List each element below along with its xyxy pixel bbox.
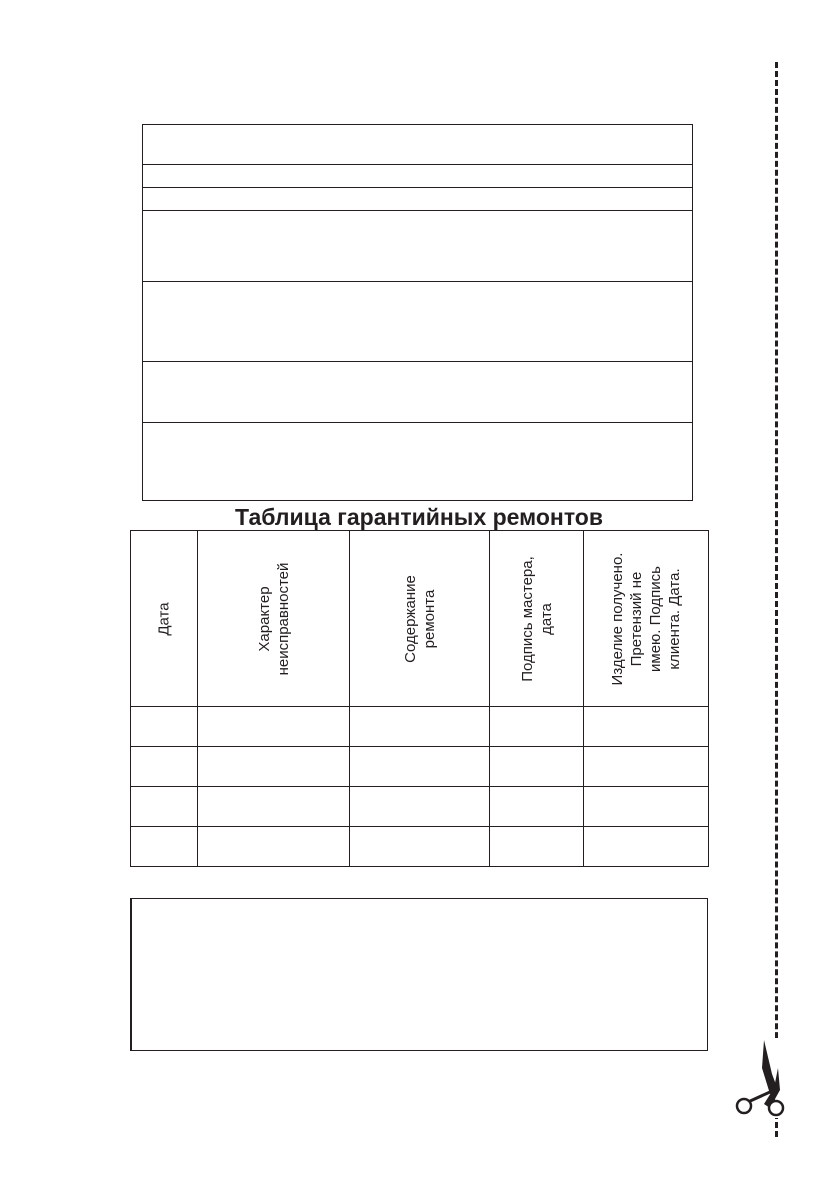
table-cell[interactable] xyxy=(490,707,584,747)
table-cell[interactable] xyxy=(490,827,584,867)
column-header-client-confirmation xyxy=(584,531,709,707)
table-cell[interactable] xyxy=(131,747,198,787)
table-header-row xyxy=(131,531,709,707)
column-header-date xyxy=(131,531,198,707)
form-field-row[interactable] xyxy=(143,282,692,362)
table-cell[interactable] xyxy=(350,827,490,867)
table-row xyxy=(131,747,709,787)
dashed-cut-line xyxy=(775,62,778,1137)
column-header-master-signature xyxy=(490,531,584,707)
table-cell[interactable] xyxy=(350,707,490,747)
table-cell[interactable] xyxy=(198,827,350,867)
warranty-form-box xyxy=(142,124,693,501)
form-field-row[interactable] xyxy=(143,211,692,282)
table-cell[interactable] xyxy=(131,707,198,747)
table-cell[interactable] xyxy=(490,747,584,787)
column-header-label: Характер неисправностей xyxy=(255,562,292,675)
form-field-row[interactable] xyxy=(143,362,692,423)
table-cell[interactable] xyxy=(198,707,350,747)
table-cell[interactable] xyxy=(490,787,584,827)
table-row xyxy=(131,707,709,747)
table-cell[interactable] xyxy=(198,787,350,827)
column-header-label: Дата xyxy=(155,601,173,636)
table-cell[interactable] xyxy=(350,787,490,827)
form-field-row[interactable] xyxy=(143,125,692,165)
table-cell[interactable] xyxy=(584,827,709,867)
table-row xyxy=(131,787,709,827)
table-row xyxy=(131,827,709,867)
column-header-label: Содержание ремонта xyxy=(401,574,438,663)
table-cell[interactable] xyxy=(584,707,709,747)
table-cell[interactable] xyxy=(350,747,490,787)
table-cell[interactable] xyxy=(584,747,709,787)
form-field-row[interactable] xyxy=(143,423,692,499)
table-cell[interactable] xyxy=(584,787,709,827)
warranty-repairs-table xyxy=(130,530,709,867)
table-cell[interactable] xyxy=(131,827,198,867)
scissors-icon xyxy=(734,1038,786,1118)
column-header-fault xyxy=(198,531,350,707)
column-header-label: Изделие получено. Претензий не имею. Подпись клиента. Дата. xyxy=(609,552,683,685)
column-header-repair xyxy=(350,531,490,707)
repairs-table-title: Таблица гарантийных ремонтов xyxy=(235,504,603,530)
form-field-row[interactable] xyxy=(143,165,692,188)
notes-box[interactable] xyxy=(130,898,708,1051)
table-cell[interactable] xyxy=(131,787,198,827)
column-header-label: Подпись мастера, дата xyxy=(518,555,555,682)
form-field-row[interactable] xyxy=(143,188,692,211)
table-cell[interactable] xyxy=(198,747,350,787)
